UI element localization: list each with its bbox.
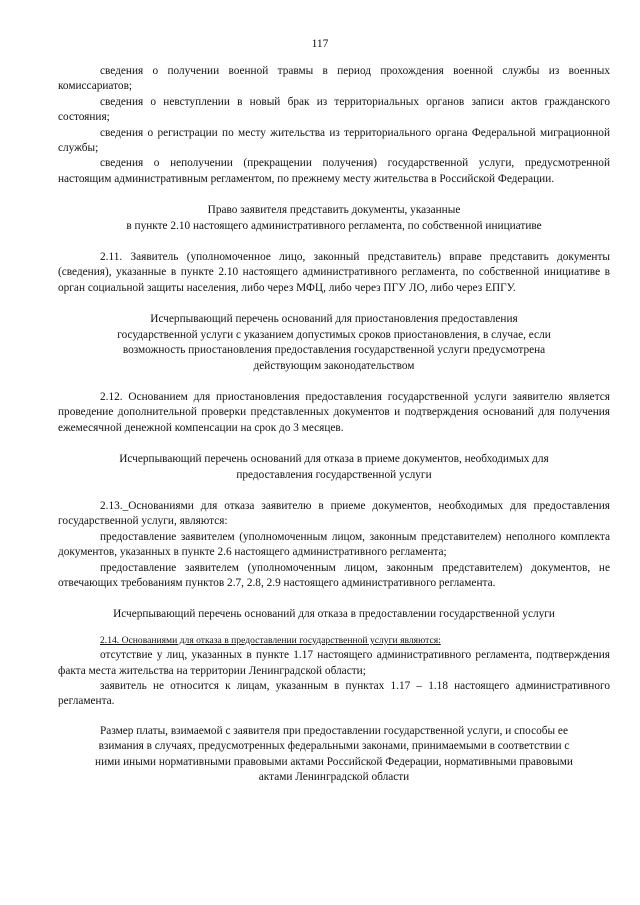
- section-2-13-item-incomplete: предоставление заявителем (уполномоченным лицом, законным представителем) неполного комплекта документов, указанных в пункте 2.6 настоящего административного регламента;: [58, 530, 610, 559]
- section-2-11: 2.11. Заявитель (уполномоченное лицо, законный представитель) вправе представить документы (сведения), указанные в пункте 2.10 настоящего административного регламента, по собственной инициативе в орган социальной защиты населения, либо через МФЦ, либо через ПГУ ЛО, либо через ЕПГУ.: [58, 251, 610, 294]
- section-2-14-item-residence: отсутствие у лиц, указанных в пункте 1.17 настоящего административного регламента, подтверждения факта места жительства на территории Ленинградской области;: [58, 649, 610, 677]
- heading-suspension-grounds: Исчерпывающий перечень оснований для приостановления предоставления государственной услуги с указанием допустимых сроков приостановления, в случае, если возможность приостановления предоставления государственной услуги предусмотрена действующим законодательством: [117, 313, 551, 372]
- section-2-13-item-nonconforming: предоставление заявителем (уполномоченным лицом, законным представителем) документов, не отвечающих требованиям пунктов 2.7, 2.8, 2.9 настоящего административного регламента.: [58, 561, 610, 589]
- section-2-14-item-not-eligible: заявитель не относится к лицам, указанным в пунктах 1.17 – 1.18 настоящего административного регламента.: [58, 680, 610, 708]
- section-2-14-intro: 2.14. Основаниями для отказа в предоставлении государственной услуги являются:: [100, 634, 441, 646]
- section-2-13-intro: 2.13._Основаниями для отказа заявителю в приеме документов, необходимых для предоставления государственной услуги, являются:: [58, 499, 610, 528]
- heading-fee: Размер платы, взимаемой с заявителя при предоставлении государственной услуги, и способы ее взимания в случаях, предусмотренных федеральными законами, принимаемыми в соответствии с ними иными нормативными правовыми актами Российской Федерации, нормативными правовыми актами Ленинградской области: [95, 724, 573, 784]
- document-body: [58, 64, 610, 785]
- page-number: 117: [311, 38, 329, 50]
- heading-refusal-acceptance: Исчерпывающий перечень оснований для отказа в приеме документов, необходимых для предоставления государственной услуги: [119, 453, 549, 481]
- paragraph-no-remarriage: сведения о невступлении в новый брак из территориальных органов записи актов гражданского состояния;: [58, 95, 610, 124]
- heading-refusal-service: Исчерпывающий перечень оснований для отказа в предоставлении государственной услуги: [113, 608, 555, 621]
- paragraph-registration: сведения о регистрации по месту жительства из территориального органа Федеральной миграционной службы;: [58, 126, 610, 155]
- paragraph-military-trauma: сведения о получении военной травмы в период прохождения военной службы из военных комиссариатов;: [58, 65, 610, 93]
- section-2-12: 2.12. Основанием для приостановления предоставления государственной услуги заявителю является проведение дополнительной проверки представленных документов и подтверждения оснований для получения ежемесячной денежной компенсации на срок до 3 месяцев.: [58, 390, 610, 434]
- heading-right-to-submit: Право заявителя представить документы, указанные в пункте 2.10 настоящего административного регламента, по собственной инициативе: [126, 204, 542, 232]
- paragraph-non-receipt: сведения о неполучении (прекращении получения) государственной услуги, предусмотренной настоящим административным регламентом, по прежнему месту жительства в Российской Федерации.: [58, 157, 610, 185]
